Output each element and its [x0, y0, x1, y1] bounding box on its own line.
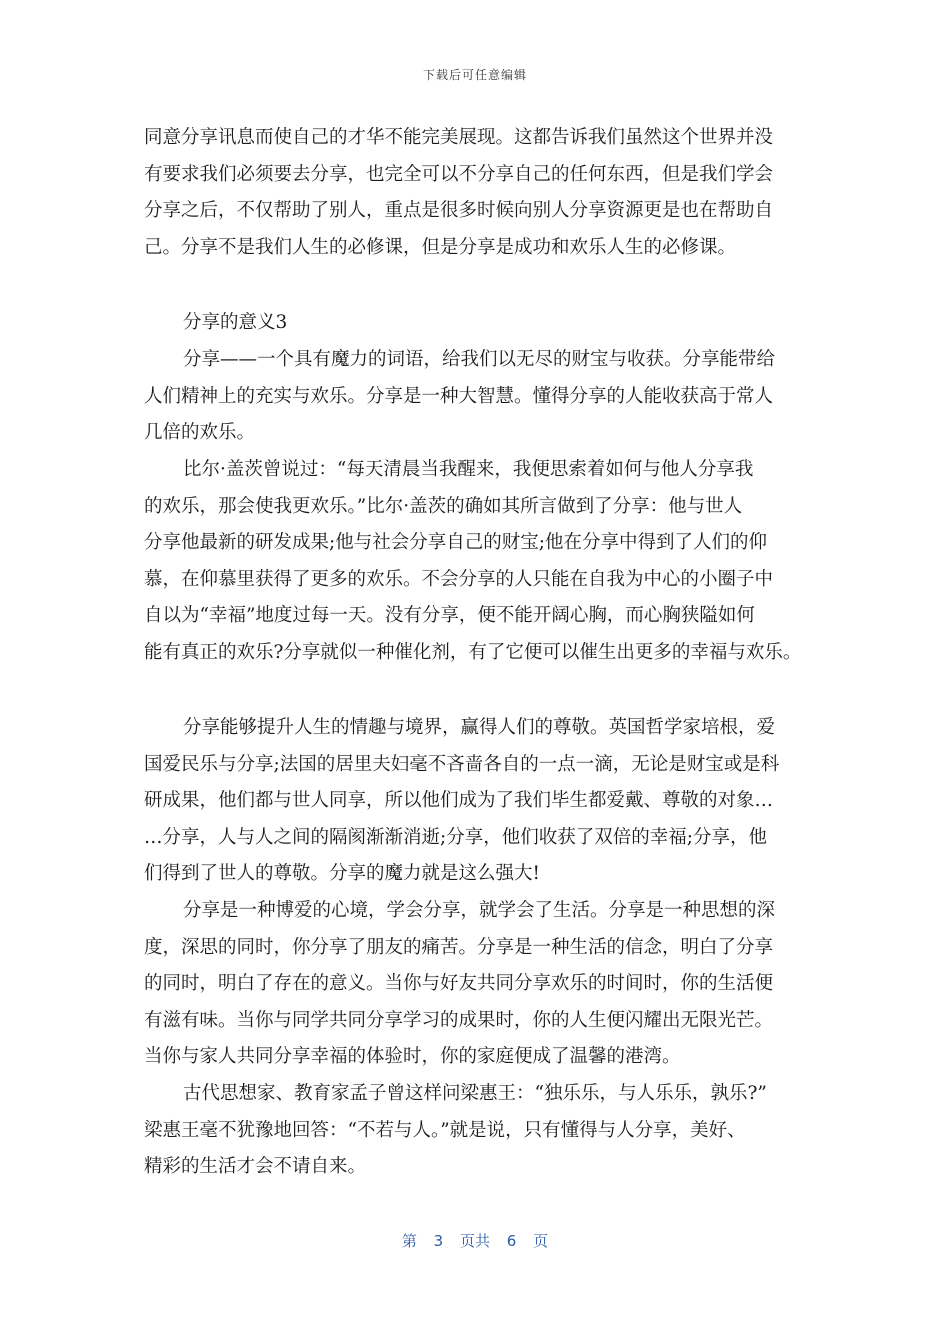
text-line: 自以为“幸福”地度过每一天。没有分享，便不能开阔心胸，而心胸狭隘如何: [144, 605, 755, 627]
text-line: 当你与家人共同分享幸福的体验时，你的家庭便成了温馨的港湾。: [144, 1046, 681, 1068]
text-line: 人们精神上的充实与欢乐。分享是一种大智慧。懂得分享的人能收获高于常人: [144, 385, 774, 407]
heading-text: 分享的意义3: [183, 312, 288, 333]
text-line: 精彩的生活才会不请自来。: [144, 1156, 367, 1178]
text-line: 几倍的欢乐。: [144, 422, 256, 444]
paragraph: [144, 710, 779, 893]
text-line: 有滋有味。当你与同学共同分享学习的成果时，你的人生便闪耀出无限光芒。: [144, 1009, 774, 1031]
text-line: 的欢乐，那会使我更欢乐。”比尔·盖茨的确如其所言做到了分享：他与世人: [144, 495, 743, 517]
text-line: 度，深思的同时，你分享了朋友的痛苦。分享是一种生活的信念，明白了分享: [144, 936, 774, 958]
text-line: 古代思想家、教育家孟子曾这样问梁惠王：“独乐乐，与人乐乐，孰乐?”: [183, 1083, 767, 1104]
text-line: 比尔·盖茨曾说过：“每天清晨当我醒来，我便思索着如何与他人分享我: [183, 459, 754, 480]
page-footer: 第 3 页共 6 页: [401, 1232, 549, 1250]
text-line: 能有真正的欢乐?分享就似一种催化剂，有了它便可以催生出更多的幸福与欢乐。: [144, 641, 802, 663]
text-line: 国爱民乐与分享;法国的居里夫妇毫不吝啬各自的一点一滴，无论是财宝或是科: [144, 753, 780, 775]
text-line: 的同时，明白了存在的意义。当你与好友共同分享欢乐的时间时，你的生活便: [144, 973, 774, 995]
paragraph: [144, 120, 773, 266]
text-line: 同意分享讯息而使自己的才华不能完美展现。这都告诉我们虽然这个世界并没: [144, 127, 774, 148]
text-line: 有要求我们必须要去分享，也完全可以不分享自己的任何东西，但是我们学会: [144, 163, 774, 185]
paragraph: [144, 1076, 767, 1186]
text-line: 梁惠王毫不犹豫地回答：“不若与人。”就是说，只有懂得与人分享，美好、: [144, 1119, 746, 1141]
page-header: 下载后可任意编辑: [422, 68, 527, 82]
paragraph: [144, 893, 775, 1076]
text-line: …分享，人与人之间的隔阂渐渐消逝;分享，他们收获了双倍的幸福;分享，他: [144, 826, 767, 848]
section-heading: [144, 305, 287, 342]
text-line: 分享他最新的研发成果;他与社会分享自己的财宝;他在分享中得到了人们的仰: [144, 532, 767, 554]
text-line: 分享是一种博爱的心境，学会分享，就学会了生活。分享是一种思想的深: [183, 900, 776, 921]
text-line: 分享之后，不仅帮助了别人，重点是很多时候向别人分享资源更是也在帮助自: [144, 200, 774, 222]
text-line: 慕，在仰慕里获得了更多的欢乐。不会分享的人只能在自我为中心的小圈子中: [144, 568, 774, 590]
text-line: 分享——一个具有魔力的词语，给我们以无尽的财宝与收获。分享能带给: [183, 349, 776, 370]
paragraph: [144, 452, 801, 672]
paragraph: [144, 342, 775, 452]
text-line: 己。分享不是我们人生的必修课，但是分享是成功和欢乐人生的必修课。: [144, 236, 737, 258]
text-line: 分享能够提升人生的情趣与境界，赢得人们的尊敬。英国哲学家培根，爱: [183, 717, 776, 738]
text-line: 研成果，他们都与世人同享，所以他们成为了我们毕生都爱戴、尊敬的对象…: [144, 790, 774, 812]
text-line: 们得到了世人的尊敬。分享的魔力就是这么强大!: [144, 863, 540, 885]
